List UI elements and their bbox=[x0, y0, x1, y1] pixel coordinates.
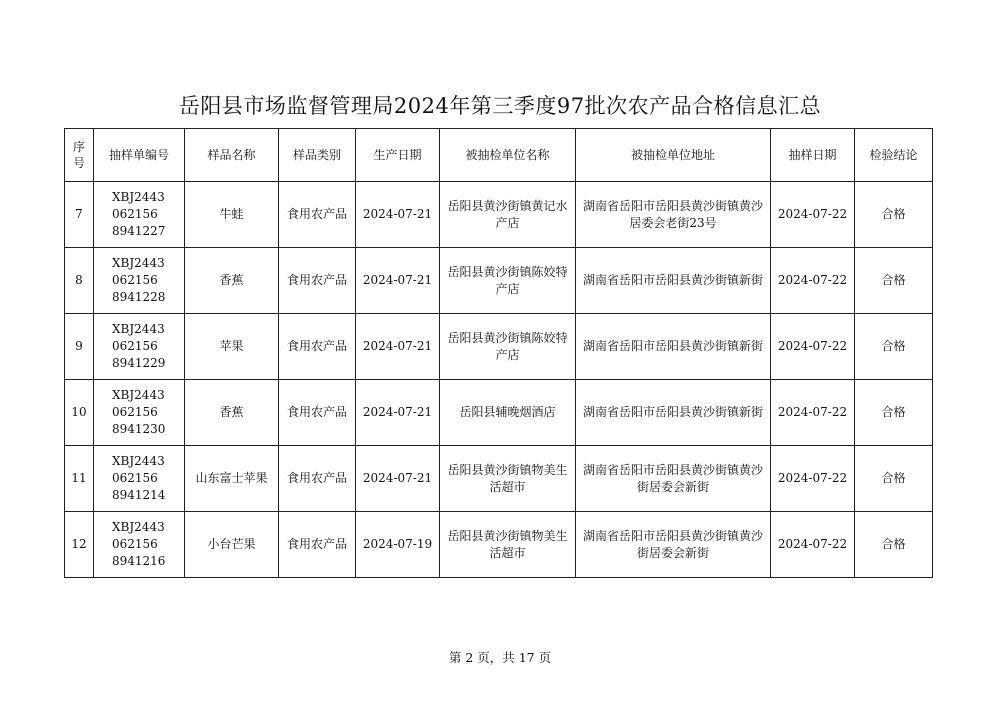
col-header-category: 样品类别 bbox=[279, 129, 356, 182]
cell-sample-date: 2024-07-22 bbox=[771, 512, 855, 578]
cell-sample-date: 2024-07-22 bbox=[771, 446, 855, 512]
cell-sample-date: 2024-07-22 bbox=[771, 248, 855, 314]
cell-result: 合格 bbox=[855, 446, 933, 512]
cell-category: 食用农产品 bbox=[279, 446, 356, 512]
cell-seq: 7 bbox=[65, 182, 94, 248]
cell-address: 湖南省岳阳市岳阳县黄沙街镇黄沙街居委会新街 bbox=[576, 446, 771, 512]
cell-seq: 9 bbox=[65, 314, 94, 380]
col-header-unit: 被抽检单位名称 bbox=[440, 129, 576, 182]
cell-unit: 岳阳县黄沙街镇陈姣特产店 bbox=[440, 248, 576, 314]
cell-address: 湖南省岳阳市岳阳县黄沙街镇新街 bbox=[576, 314, 771, 380]
table-row bbox=[65, 512, 933, 578]
cell-address: 湖南省岳阳市岳阳县黄沙街镇黄沙街居委会新街 bbox=[576, 512, 771, 578]
table-row bbox=[65, 248, 933, 314]
col-header-address: 被抽检单位地址 bbox=[576, 129, 771, 182]
cell-unit: 岳阳县黄沙街镇黄记水产店 bbox=[440, 182, 576, 248]
col-header-prod-date: 生产日期 bbox=[356, 129, 440, 182]
cell-name: 香蕉 bbox=[185, 380, 279, 446]
table-row bbox=[65, 182, 933, 248]
cell-result: 合格 bbox=[855, 248, 933, 314]
cell-result: 合格 bbox=[855, 512, 933, 578]
cell-code: XBJ2443062156 8941228 bbox=[94, 248, 185, 314]
cell-sample-date: 2024-07-22 bbox=[771, 314, 855, 380]
cell-prod-date: 2024-07-19 bbox=[356, 512, 440, 578]
table-header-row bbox=[65, 129, 933, 182]
cell-prod-date: 2024-07-21 bbox=[356, 380, 440, 446]
cell-address: 湖南省岳阳市岳阳县黄沙街镇新街 bbox=[576, 248, 771, 314]
cell-result: 合格 bbox=[855, 182, 933, 248]
cell-address: 湖南省岳阳市岳阳县黄沙街镇新街 bbox=[576, 380, 771, 446]
cell-code: XBJ2443062156 8941227 bbox=[94, 182, 185, 248]
cell-code: XBJ2443062156 8941229 bbox=[94, 314, 185, 380]
cell-name: 苹果 bbox=[185, 314, 279, 380]
cell-category: 食用农产品 bbox=[279, 380, 356, 446]
cell-prod-date: 2024-07-21 bbox=[356, 446, 440, 512]
cell-unit: 岳阳县黄沙街镇陈姣特产店 bbox=[440, 314, 576, 380]
cell-result: 合格 bbox=[855, 380, 933, 446]
cell-seq: 11 bbox=[65, 446, 94, 512]
page-footer: 第 2 页，共 17 页 bbox=[448, 650, 552, 665]
cell-prod-date: 2024-07-21 bbox=[356, 182, 440, 248]
cell-unit: 岳阳县黄沙街镇物美生活超市 bbox=[440, 446, 576, 512]
results-table bbox=[64, 128, 933, 578]
cell-category: 食用农产品 bbox=[279, 182, 356, 248]
col-header-seq: 序号 bbox=[65, 129, 94, 182]
cell-seq: 8 bbox=[65, 248, 94, 314]
cell-category: 食用农产品 bbox=[279, 512, 356, 578]
cell-seq: 12 bbox=[65, 512, 94, 578]
table-row bbox=[65, 380, 933, 446]
cell-code: XBJ2443062156 8941214 bbox=[94, 446, 185, 512]
cell-category: 食用农产品 bbox=[279, 248, 356, 314]
col-header-name: 样品名称 bbox=[185, 129, 279, 182]
col-header-sample-date: 抽样日期 bbox=[771, 129, 855, 182]
table-row bbox=[65, 314, 933, 380]
document-title: 岳阳县市场监督管理局2024年第三季度97批次农产品合格信息汇总 bbox=[178, 94, 822, 118]
cell-unit: 岳阳县黄沙街镇物美生活超市 bbox=[440, 512, 576, 578]
cell-seq: 10 bbox=[65, 380, 94, 446]
cell-sample-date: 2024-07-22 bbox=[771, 380, 855, 446]
cell-result: 合格 bbox=[855, 314, 933, 380]
cell-category: 食用农产品 bbox=[279, 314, 356, 380]
cell-address: 湖南省岳阳市岳阳县黄沙街镇黄沙居委会老街23号 bbox=[576, 182, 771, 248]
cell-name: 香蕉 bbox=[185, 248, 279, 314]
table-row bbox=[65, 446, 933, 512]
cell-code: XBJ2443062156 8941216 bbox=[94, 512, 185, 578]
cell-unit: 岳阳县辅晚烟酒店 bbox=[440, 380, 576, 446]
cell-prod-date: 2024-07-21 bbox=[356, 248, 440, 314]
cell-name: 牛蛙 bbox=[185, 182, 279, 248]
cell-prod-date: 2024-07-21 bbox=[356, 314, 440, 380]
col-header-code: 抽样单编号 bbox=[94, 129, 185, 182]
cell-name: 小台芒果 bbox=[185, 512, 279, 578]
cell-sample-date: 2024-07-22 bbox=[771, 182, 855, 248]
col-header-result: 检验结论 bbox=[855, 129, 933, 182]
cell-name: 山东富士苹果 bbox=[185, 446, 279, 512]
cell-code: XBJ2443062156 8941230 bbox=[94, 380, 185, 446]
